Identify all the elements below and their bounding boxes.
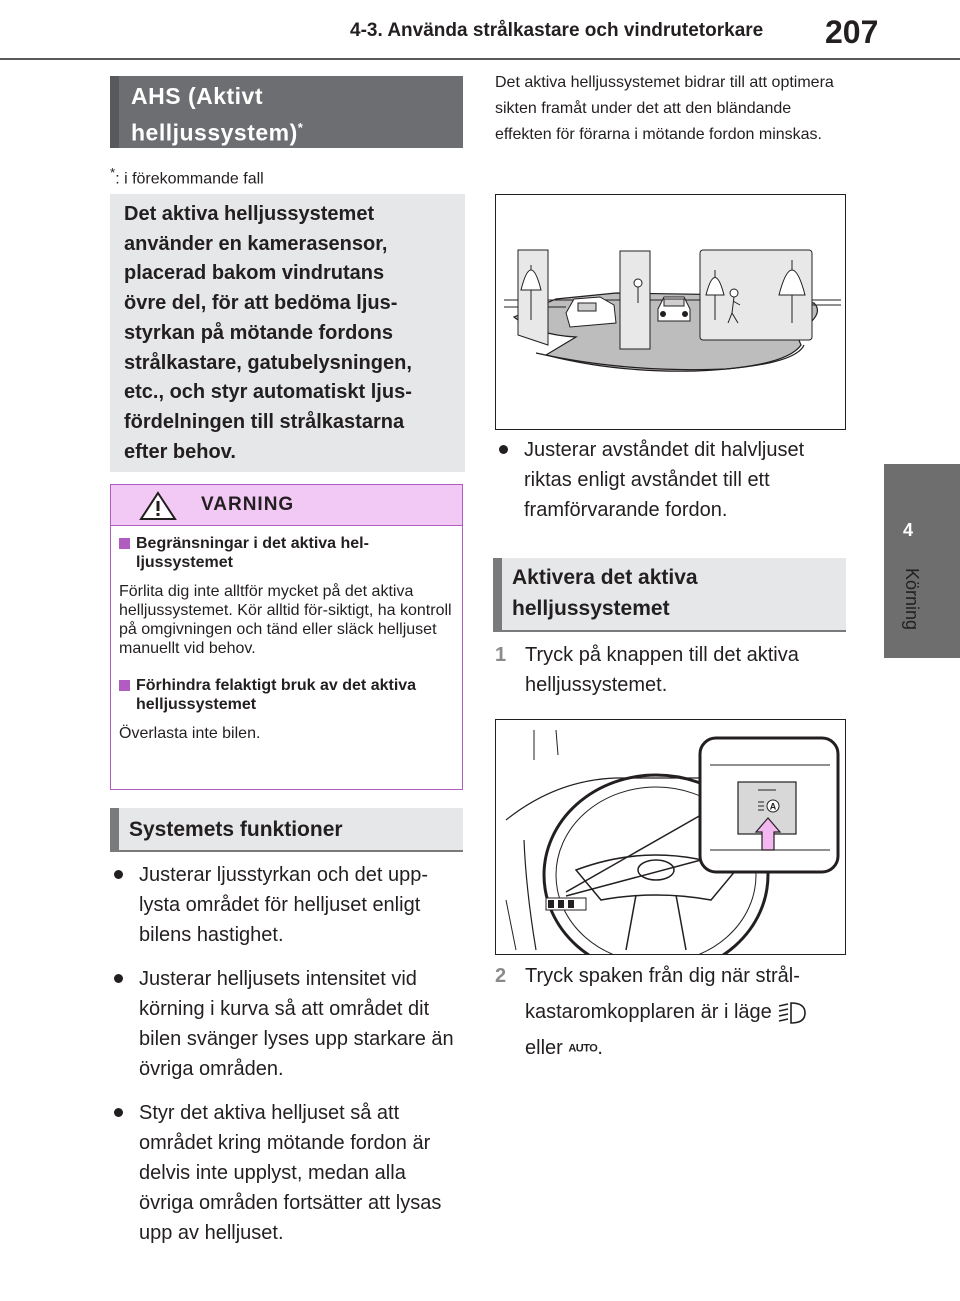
side-tab-number: 4: [902, 520, 913, 540]
bullet-icon: [499, 445, 508, 454]
ahs-intro-box: [110, 194, 465, 472]
ahs-heading: [110, 76, 463, 148]
warning-subheading: Förhindra felaktigt bruk av det aktiva helljussystemet: [119, 676, 452, 714]
warning-box: [110, 484, 463, 790]
step2-line: kastaromkopplaren är i läge: [525, 997, 807, 1027]
warning-header: [111, 485, 462, 526]
ahs-asterisk: *: [297, 120, 304, 135]
step2-line: eller AUTO.: [525, 1037, 603, 1059]
warning-text: Förlita dig inte alltför mycket på det aktiva helljussystemet. Kör alltid för-siktigt, ha kontroll på omgivningen och tänd eller släck helljuset manuellt vid behov.: [119, 583, 452, 657]
intro-line: Det aktiva helljussystemet: [124, 203, 375, 225]
list-item: Justerar helljusets intensitet vid körning i kurva så att området dit bilen svänger lyses upp starkare än övriga områden.: [110, 964, 460, 1084]
road-illustration: [495, 194, 846, 430]
square-bullet-icon: [119, 538, 130, 549]
header-rule: [0, 58, 960, 60]
activate-heading: Aktivera det aktiva helljussystemet: [493, 558, 846, 632]
functions-list: [110, 860, 460, 1262]
ahs-heading-line1: AHS (Aktivt: [131, 83, 264, 109]
intro-line: efter behov.: [124, 440, 236, 463]
auto-icon: AUTO: [568, 1042, 598, 1055]
square-bullet-icon: [119, 680, 130, 691]
ahs-heading-line2: helljussystem)*: [131, 119, 304, 146]
warning-title: VARNING: [201, 494, 295, 515]
button-a-label: A: [769, 801, 777, 812]
right-list: [495, 435, 840, 525]
auto-high-beam-icon: [758, 800, 779, 812]
intro-line: strålkastare, gatubelysningen,: [124, 351, 412, 374]
steering-wheel-image: [496, 720, 845, 954]
bullet-icon: [114, 974, 123, 983]
intro-line: använder en kamerasensor,: [124, 232, 388, 255]
functions-heading: Systemets funktioner: [110, 808, 463, 852]
high-beam-icon: [777, 1001, 807, 1025]
high-beam-road-image: [496, 195, 845, 429]
intro-line: fördelningen till strålkastarna: [124, 410, 405, 433]
dashboard-illustration: [495, 719, 846, 955]
intro-line: placerad bakom vindrutans: [124, 262, 385, 285]
right-intro-text: Det aktiva helljussystemet bidrar till att optimera sikten framåt under det att den bländande effekten för förarna i mötande fordon minskas.: [495, 74, 834, 143]
footnote: *: i förekommande fall: [110, 165, 264, 188]
step-1: 1 Tryck på knappen till det aktiva helljussystemet.: [495, 644, 799, 696]
page-number: 207: [825, 14, 879, 50]
list-item: Justerar ljusstyrkan och det upp-lysta området för helljuset enligt bilens hastighet.: [110, 860, 460, 950]
warning-subheading: Begränsningar i det aktiva hel-ljussystemet: [119, 534, 452, 572]
step2-line: Tryck spaken från dig när strål-: [525, 965, 800, 987]
warning-text: Överlasta inte bilen.: [119, 725, 261, 742]
side-tab-label: Körning: [902, 568, 922, 631]
intro-line: styrkan på mötande fordons: [124, 321, 393, 344]
warning-triangle-icon: [139, 491, 177, 521]
intro-line: etc., och styr automatiskt ljus-: [124, 381, 412, 404]
list-item: Justerar avståndet dit halvljuset riktas enligt avståndet till ett framförvarande fordon.: [495, 435, 840, 525]
step-2: 2 Tryck spaken från dig när strål- kastaromkopplaren är i läge eller AUTO.: [495, 961, 840, 1070]
bullet-icon: [114, 1108, 123, 1117]
chapter-title: 4-3. Använda strålkastare och vindrutetorkare: [350, 20, 764, 41]
list-item: Styr det aktiva helljuset så att området kring mötande fordon är delvis inte upplyst, medan alla övriga områden fortsätter att lysas upp av helljuset.: [110, 1098, 460, 1248]
intro-line: övre del, för att bedöma ljus-: [124, 292, 398, 315]
bullet-icon: [114, 870, 123, 879]
